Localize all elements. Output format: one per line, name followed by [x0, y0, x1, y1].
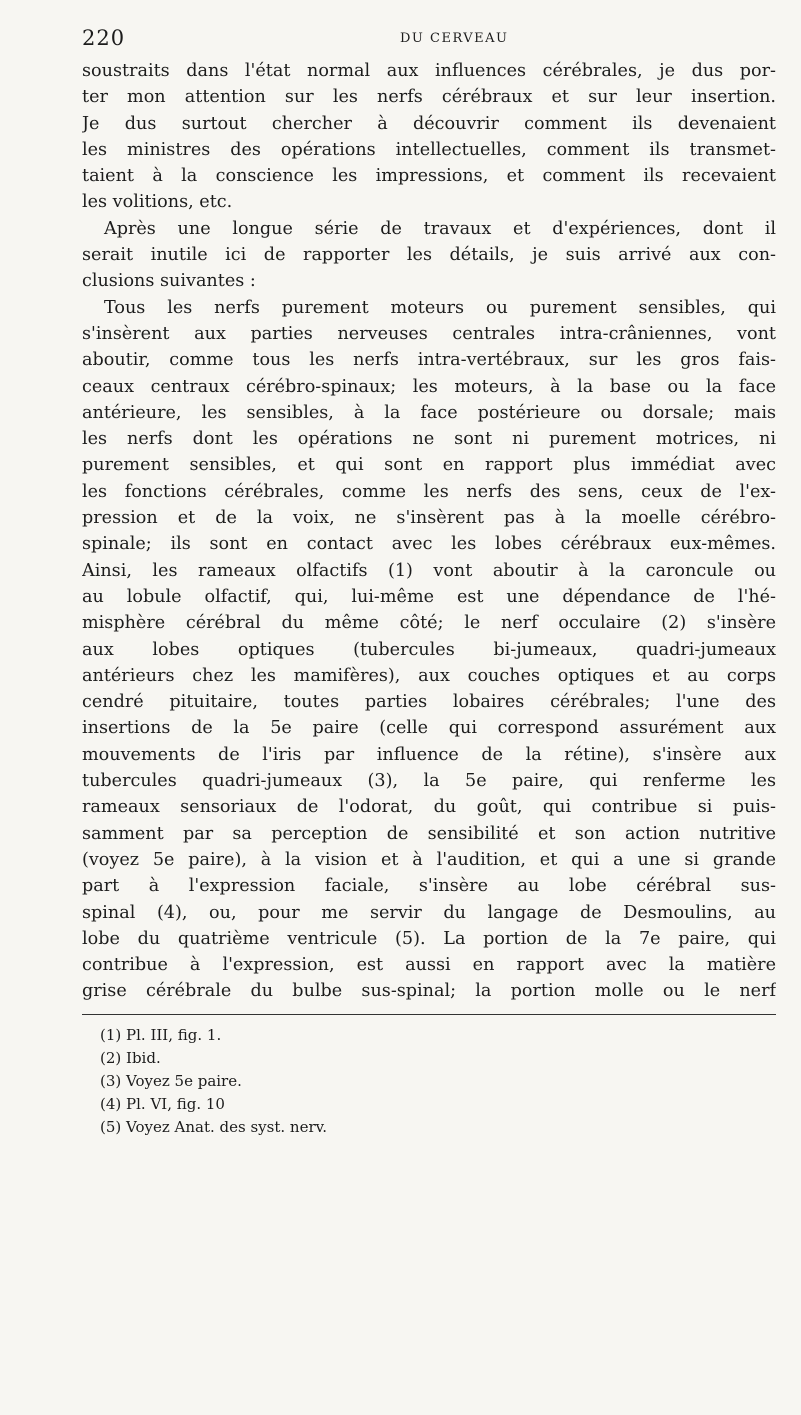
text-line: contribue à l'expression, est aussi en rapport avec la matière — [82, 955, 776, 976]
text-line: taient à la conscience les impressions, et comment ils recevaient — [82, 166, 776, 187]
text-line: pression et de la voix, ne s'insèrent pas à la moelle cérébro- — [82, 508, 776, 529]
text-line: les fonctions cérébrales, comme les nerfs des sens, ceux de l'ex- — [82, 481, 776, 502]
footnotes — [100, 1024, 740, 1139]
text-line: lobe du quatrième ventricule (5). La portion de la 7e paire, qui — [82, 928, 776, 949]
footnote: (2) Ibid. — [100, 1049, 161, 1067]
text-line: s'insèrent aux parties nerveuses centrales intra-crâniennes, vont — [82, 323, 776, 344]
text-line: spinal (4), ou, pour me servir du langage de Desmoulins, au — [82, 902, 776, 923]
text-line: Tous les nerfs purement moteurs ou purement sensibles, qui — [104, 297, 776, 318]
text-line: les nerfs dont les opérations ne sont ni purement motrices, ni — [82, 429, 776, 450]
text-line: antérieure, les sensibles, à la face postérieure ou dorsale; mais — [82, 402, 776, 423]
text-line: mouvements de l'iris par influence de la rétine), s'insère aux — [82, 744, 776, 765]
text-line: rameaux sensoriaux de l'odorat, du goût, qui contribue si puis- — [82, 797, 776, 818]
text-line: antérieurs chez les mamifères), aux couches optiques et au corps — [82, 665, 776, 686]
text-line: part à l'expression faciale, s'insère au lobe cérébral sus- — [82, 876, 776, 897]
running-head: DU CERVEAU — [400, 31, 509, 46]
text-line: les volitions, etc. — [82, 192, 233, 213]
page-header — [0, 26, 801, 56]
text-line: samment par sa perception de sensibilité et son action nutritive — [82, 823, 776, 844]
text-line: ceaux centraux cérébro-spinaux; les moteurs, à la base ou la face — [82, 376, 776, 397]
text-line: serait inutile ici de rapporter les détails, je suis arrivé aux con- — [82, 245, 776, 266]
footnote: (4) Pl. VI, fig. 10 — [100, 1095, 225, 1113]
text-line: soustraits dans l'état normal aux influences cérébrales, je dus por- — [82, 61, 776, 81]
footnote-separator — [82, 1014, 776, 1015]
footnote: (3) Voyez 5e paire. — [100, 1072, 242, 1090]
text-line: (voyez 5e paire), à la vision et à l'audition, et qui a une si grande — [82, 849, 776, 870]
text-line: les ministres des opérations intellectuelles, comment ils transmet- — [82, 139, 776, 160]
text-line: clusions suivantes : — [82, 271, 256, 292]
footnote: (5) Voyez Anat. des syst. nerv. — [100, 1118, 328, 1136]
text-line: ter mon attention sur les nerfs cérébraux et sur leur insertion. — [82, 87, 776, 108]
text-line: grise cérébrale du bulbe sus-spinal; la portion molle ou le nerf — [82, 981, 776, 1002]
text-line: aboutir, comme tous les nerfs intra-vertébraux, sur les gros fais- — [82, 350, 776, 371]
text-line: Je dus surtout chercher à découvrir comment ils devenaient — [82, 113, 776, 134]
text-line: Après une longue série de travaux et d'expériences, dont il — [104, 218, 776, 239]
text-line: spinale; ils sont en contact avec les lobes cérébraux eux-mêmes. — [82, 534, 776, 555]
text-line: insertions de la 5e paire (celle qui correspond assurément aux — [82, 718, 776, 739]
text-line: misphère cérébral du même côté; le nerf occulaire (2) s'insère — [82, 613, 776, 634]
page-number: 220 — [82, 26, 126, 50]
text-line: purement sensibles, et qui sont en rapport plus immédiat avec — [82, 455, 776, 476]
body-text — [82, 58, 776, 1005]
text-line: cendré pituitaire, toutes parties lobaires cérébrales; l'une des — [82, 692, 776, 713]
text-line: au lobule olfactif, qui, lui-même est une dépendance de l'hé- — [82, 586, 776, 607]
text-line: Ainsi, les rameaux olfactifs (1) vont aboutir à la caroncule ou — [82, 560, 776, 581]
text-line: tubercules quadri-jumeaux (3), la 5e paire, qui renferme les — [82, 771, 776, 792]
footnote: (1) Pl. III, fig. 1. — [100, 1026, 222, 1044]
text-line: aux lobes optiques (tubercules bi-jumeaux, quadri-jumeaux — [82, 639, 776, 660]
